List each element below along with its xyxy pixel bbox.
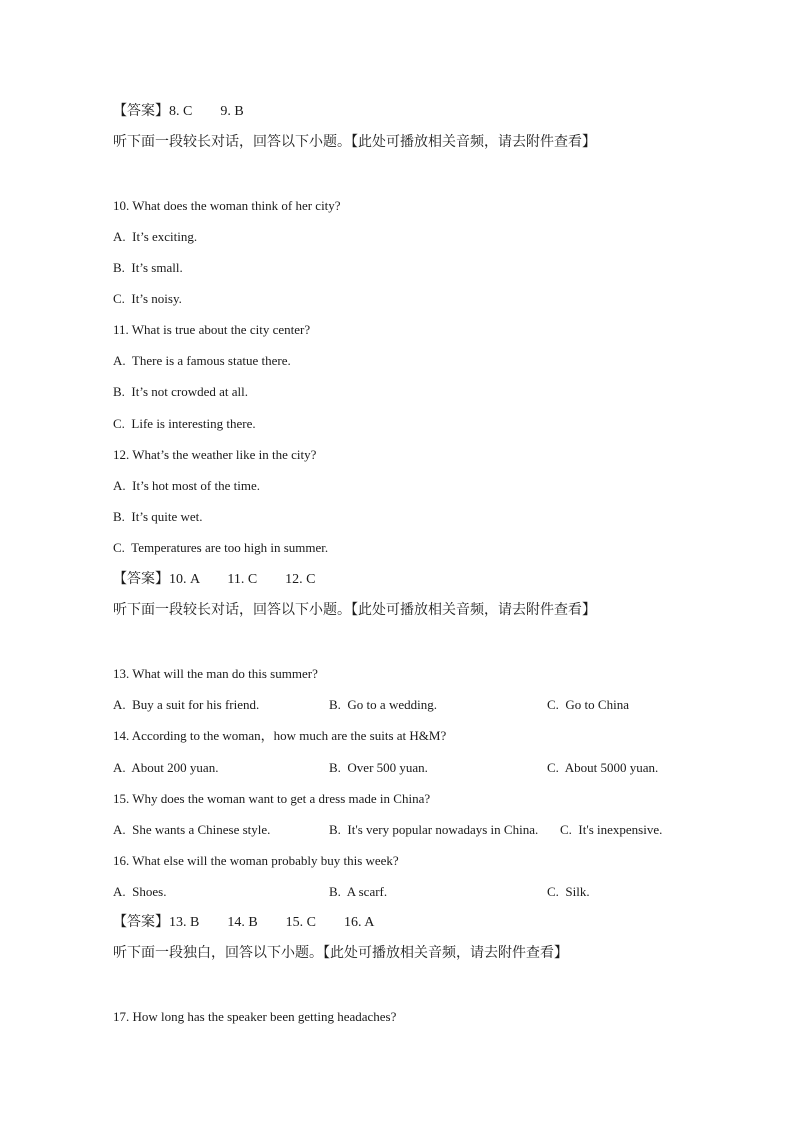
option-13a: A. Buy a suit for his friend. bbox=[113, 697, 260, 712]
option-14b: B. Over 500 yuan. bbox=[329, 760, 428, 775]
option-10b: B. It’s small. bbox=[113, 260, 183, 275]
option-11c: C. Life is interesting there. bbox=[113, 416, 256, 431]
question-11: 11. What is true about the city center? bbox=[113, 322, 311, 337]
question-13: 13. What will the man do this summer? bbox=[113, 666, 318, 681]
option-10c: C. It’s noisy. bbox=[113, 291, 182, 306]
option-13b: B. Go to a wedding. bbox=[329, 697, 437, 712]
answer-line-8-9: 【答案】8. C 9. B bbox=[113, 104, 244, 119]
question-16: 16. What else will the woman probably buy this week? bbox=[113, 853, 399, 868]
option-10a: A. It’s exciting. bbox=[113, 229, 198, 244]
option-12b: B. It’s quite wet. bbox=[113, 509, 203, 524]
option-11b: B. It’s not crowded at all. bbox=[113, 384, 249, 399]
question-14: 14. According to the woman，how much are the suits at H&M? bbox=[113, 728, 447, 743]
option-15c: C. It's inexpensive. bbox=[560, 822, 663, 837]
question-15: 15. Why does the woman want to get a dress made in China? bbox=[113, 791, 431, 806]
option-16b: B. A scarf. bbox=[329, 884, 388, 899]
listening-instruction: 听下面一段较长对话，回答以下小题。【此处可播放相关音频，请去附件查看】 bbox=[113, 603, 596, 618]
listening-instruction: 听下面一段独白，回答以下小题。【此处可播放相关音频，请去附件查看】 bbox=[113, 946, 568, 961]
answer-line-10-12: 【答案】10. A 11. C 12. C bbox=[113, 572, 316, 587]
option-12a: A. It’s hot most of the time. bbox=[113, 478, 260, 493]
option-15a: A. She wants a Chinese style. bbox=[113, 822, 271, 837]
option-12c: C. Temperatures are too high in summer. bbox=[113, 540, 329, 555]
option-11a: A. There is a famous statue there. bbox=[113, 353, 291, 368]
question-10: 10. What does the woman think of her city? bbox=[113, 198, 341, 213]
option-15b: B. It's very popular nowadays in China. bbox=[329, 822, 539, 837]
answer-line-13-16: 【答案】13. B 14. B 15. C 16. A bbox=[113, 915, 375, 930]
option-14c: C. About 5000 yuan. bbox=[547, 760, 659, 775]
option-13c: C. Go to China bbox=[547, 697, 629, 712]
listening-instruction: 听下面一段较长对话，回答以下小题。【此处可播放相关音频，请去附件查看】 bbox=[113, 135, 596, 150]
option-14a: A. About 200 yuan. bbox=[113, 760, 219, 775]
question-12: 12. What’s the weather like in the city? bbox=[113, 447, 317, 462]
question-17: 17. How long has the speaker been getting headaches? bbox=[113, 1009, 397, 1024]
option-16a: A. Shoes. bbox=[113, 884, 167, 899]
option-16c: C. Silk. bbox=[547, 884, 590, 899]
